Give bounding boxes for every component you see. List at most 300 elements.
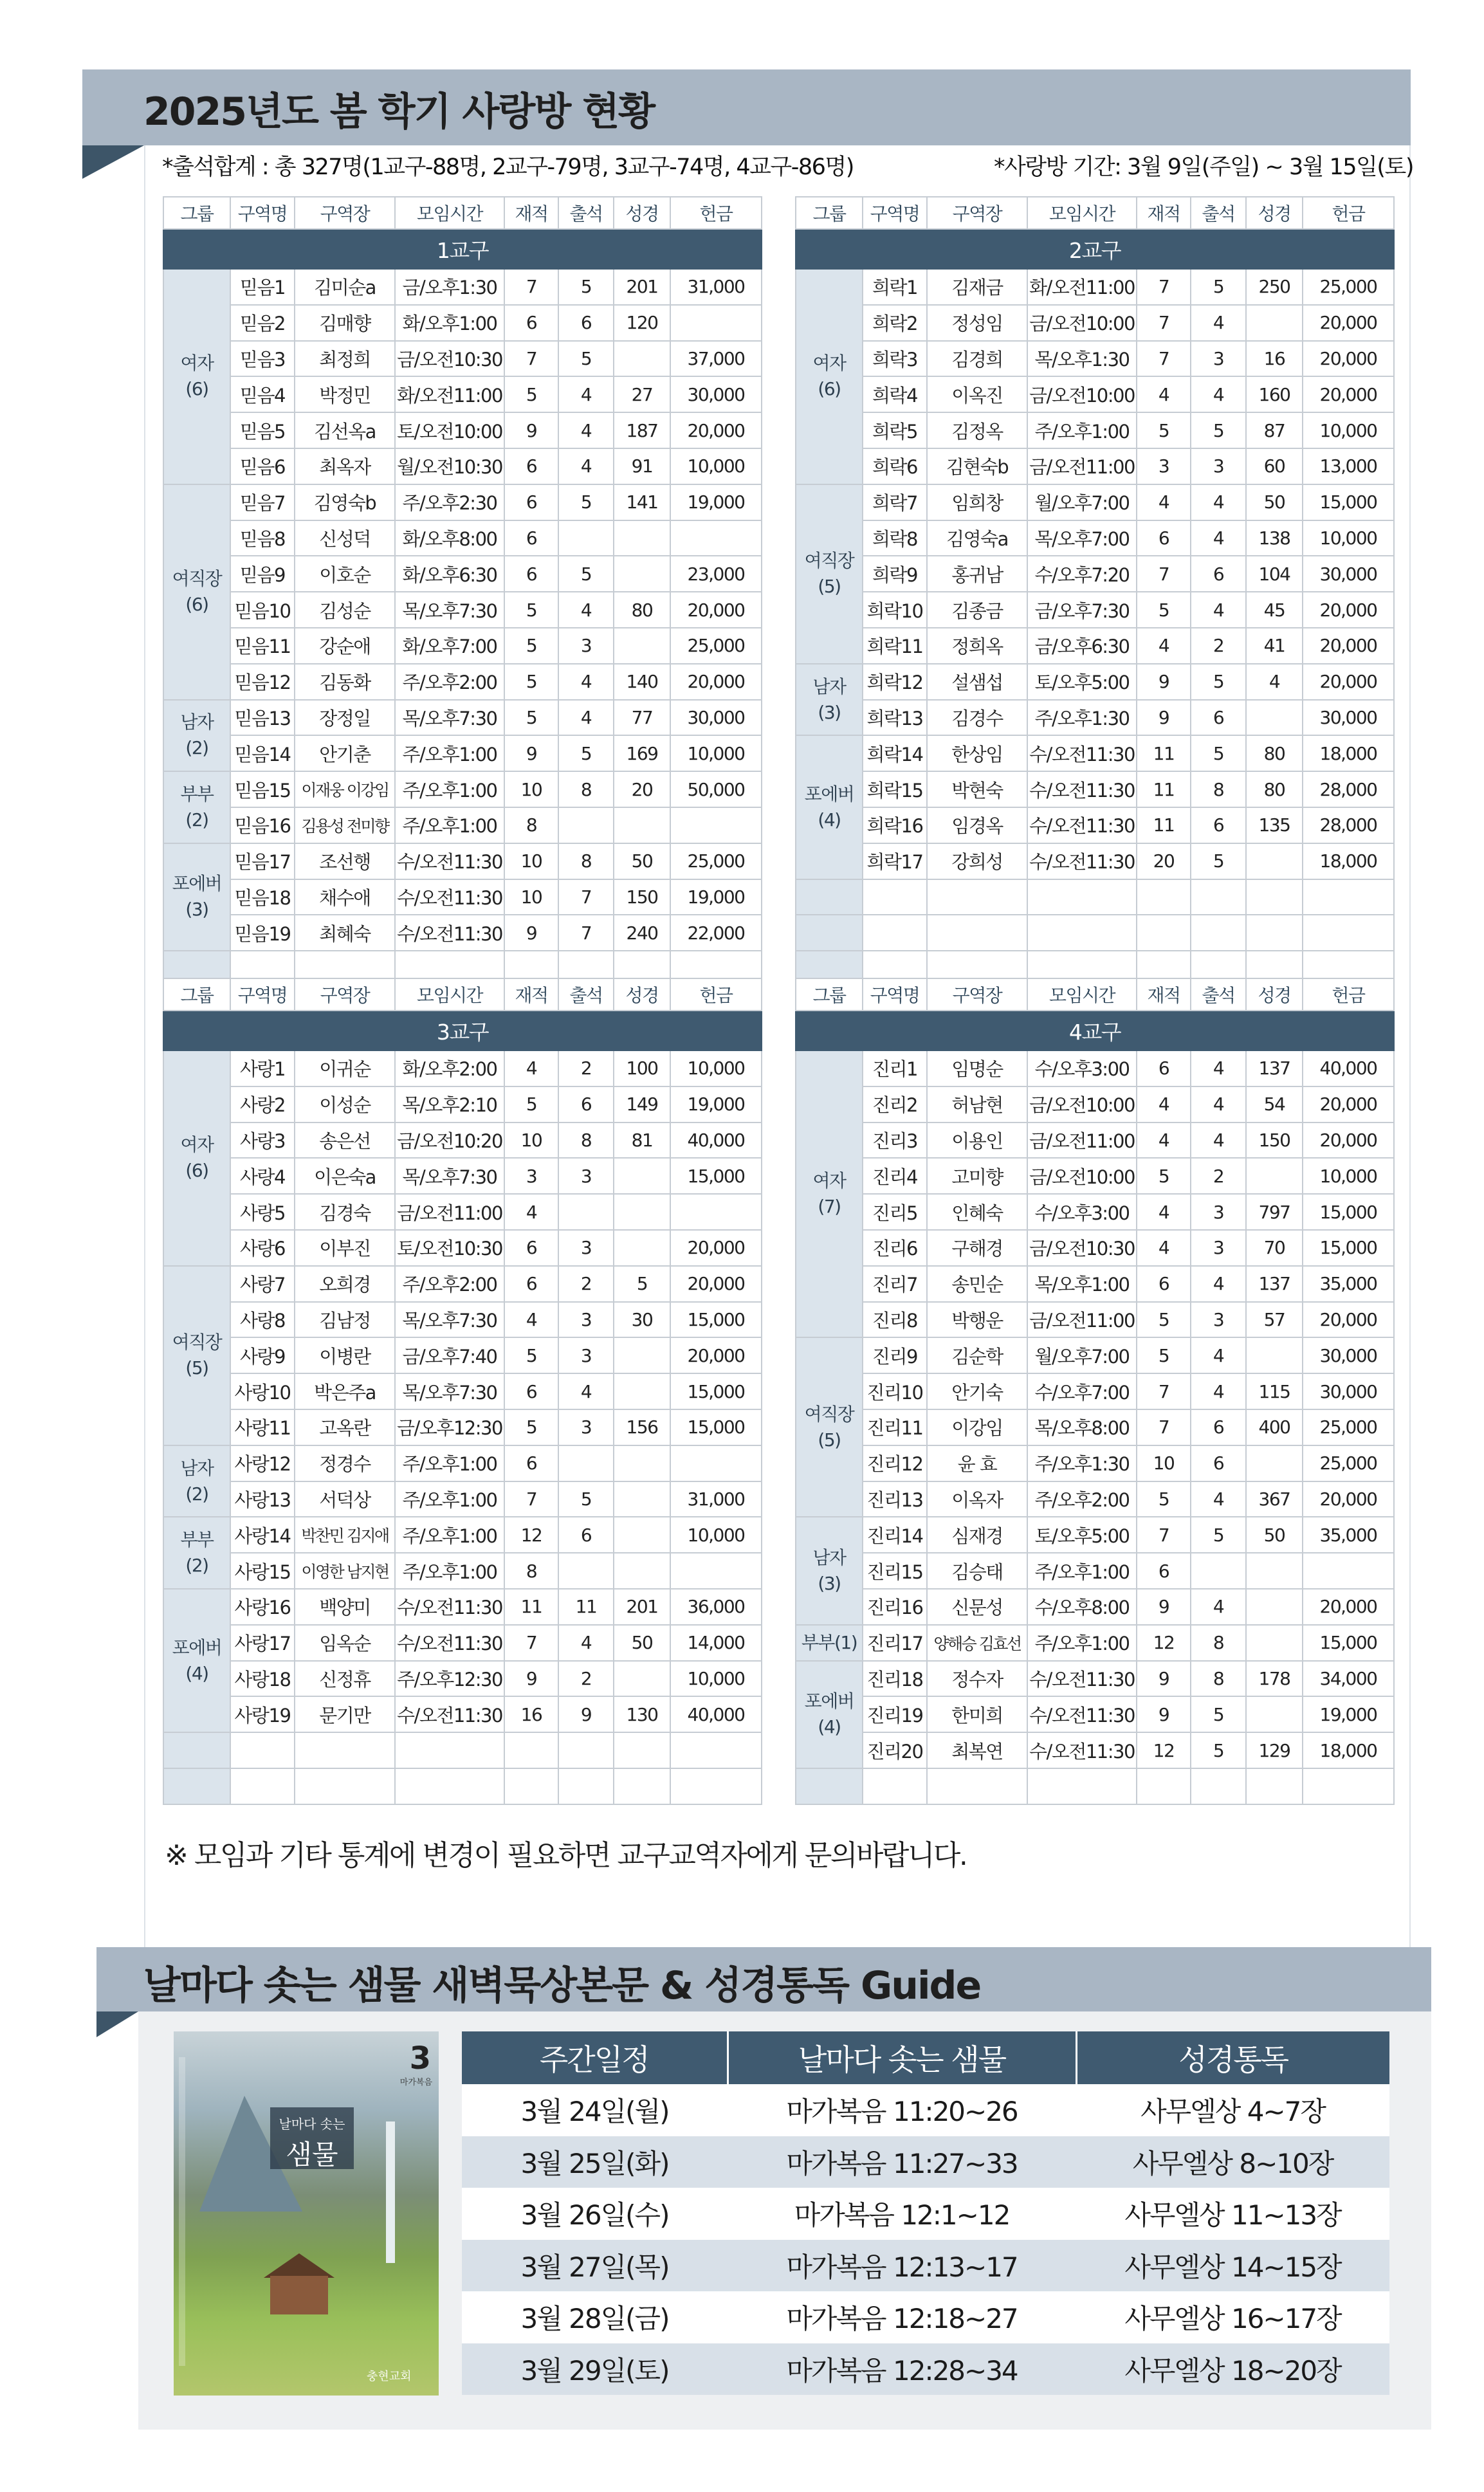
column-header: 그룹: [796, 197, 863, 229]
offering-amount: 15,000: [1303, 1625, 1394, 1661]
table-row: [796, 807, 1394, 843]
bible-count: 5: [614, 1266, 670, 1302]
offering-amount: 30,000: [1303, 1373, 1394, 1409]
offering-amount: 28,000: [1303, 807, 1394, 843]
table-row: [163, 771, 762, 807]
area-name: 믿음6: [230, 448, 295, 484]
area-name: 진리14: [863, 1517, 927, 1553]
table-row: [796, 1194, 1394, 1230]
attendance-count: 5: [558, 341, 614, 377]
attendance-count: 5: [1191, 1732, 1246, 1768]
leader-name: 조선행: [295, 843, 395, 879]
table-row: [163, 1517, 762, 1553]
enrolled-count: 9: [1137, 664, 1191, 700]
meeting-time: 화/오후8:00: [395, 520, 504, 556]
enrolled-count: 6: [504, 1445, 558, 1481]
area-name: 사랑6: [230, 1230, 295, 1266]
table-row: [163, 664, 762, 700]
table-row: [163, 305, 762, 341]
attendance-count: [558, 1553, 614, 1589]
devotional-passage: 마가복음 11:27~33: [728, 2136, 1076, 2188]
area-name: 진리12: [863, 1445, 927, 1481]
attendance-count: 3: [558, 628, 614, 664]
meeting-time: 수/오전11:30: [1027, 1732, 1137, 1768]
table-row: [796, 735, 1394, 771]
table-row: [796, 1086, 1394, 1122]
attendance-count: 5: [1191, 664, 1246, 700]
offering-amount: 40,000: [670, 1122, 762, 1159]
leader-name: 최혜숙: [295, 915, 395, 951]
meeting-time: 수/오전11:30: [395, 1696, 504, 1732]
area-name: 믿음9: [230, 556, 295, 592]
bible-count: [614, 628, 670, 664]
meeting-time: 금/오후1:30: [395, 269, 504, 305]
table-row: [796, 448, 1394, 484]
area-name: 사랑19: [230, 1696, 295, 1732]
meeting-time: 수/오전11:30: [395, 1625, 504, 1661]
meeting-time: 금/오전11:00: [1027, 1302, 1137, 1338]
leader-name: 박은주a: [295, 1373, 395, 1409]
area-name: 사랑5: [230, 1194, 295, 1230]
area-name: 사랑7: [230, 1266, 295, 1302]
schedule-date: 3월 29일(토): [462, 2343, 728, 2396]
table-row: [163, 700, 762, 736]
bible-count: 41: [1246, 628, 1303, 664]
empty-cell: [1191, 879, 1246, 915]
enrolled-count: 4: [1137, 484, 1191, 520]
enrolled-count: 5: [504, 376, 558, 412]
table-row: [163, 628, 762, 664]
meeting-time: 수/오후3:00: [1027, 1050, 1137, 1086]
offering-amount: 25,000: [1303, 1409, 1394, 1445]
meeting-time: 금/오후12:30: [395, 1409, 504, 1445]
area-name: 진리11: [863, 1409, 927, 1445]
column-header: 구역명: [230, 197, 295, 229]
enrolled-count: 4: [1137, 1230, 1191, 1266]
attendance-count: 5: [558, 735, 614, 771]
table-row: [163, 1230, 762, 1266]
leader-name: 한미희: [927, 1696, 1027, 1732]
header-fold-decoration: [82, 145, 144, 179]
offering-amount: 15,000: [670, 1302, 762, 1338]
column-header: 출석: [1191, 197, 1246, 229]
meeting-time: 주/오후1:00: [395, 771, 504, 807]
leader-name: 이호순: [295, 556, 395, 592]
enrolled-count: 4: [1137, 1086, 1191, 1122]
leader-name: 임옥순: [295, 1625, 395, 1661]
enrolled-count: 5: [1137, 412, 1191, 448]
bible-count: 80: [1246, 735, 1303, 771]
table-row: [163, 1373, 762, 1409]
offering-amount: 18,000: [1303, 735, 1394, 771]
meeting-time: 수/오전11:30: [1027, 843, 1137, 879]
area-name: 사랑8: [230, 1302, 295, 1338]
leader-name: 양해승 김효선: [927, 1625, 1027, 1661]
meeting-time: 주/오후1:00: [395, 735, 504, 771]
area-name: 사랑2: [230, 1086, 295, 1122]
area-name: 진리4: [863, 1158, 927, 1194]
meeting-time: 금/오전10:30: [1027, 1230, 1137, 1266]
column-header: 그룹: [163, 978, 230, 1011]
offering-amount: 20,000: [670, 1337, 762, 1373]
table-row: [796, 771, 1394, 807]
attendance-count: 3: [1191, 1302, 1246, 1338]
leader-name: 임명순: [927, 1050, 1027, 1086]
area-name: 희락7: [863, 484, 927, 520]
table-row: [796, 1230, 1394, 1266]
empty-cell: [1191, 915, 1246, 951]
enrolled-count: 6: [504, 1373, 558, 1409]
meeting-time: 금/오전11:00: [1027, 1122, 1137, 1159]
enrolled-count: 12: [1137, 1732, 1191, 1768]
attendance-count: 4: [1191, 1589, 1246, 1625]
header-fold-decoration: [96, 2011, 138, 2037]
bible-count: [1246, 1445, 1303, 1481]
attendance-count: 3: [1191, 1230, 1246, 1266]
empty-cell: [1246, 915, 1303, 951]
attendance-count: 4: [1191, 1122, 1246, 1159]
section2-header: [96, 1947, 1431, 2011]
empty-cell: [1191, 1768, 1246, 1804]
area-name: 희락6: [863, 448, 927, 484]
meeting-time: 금/오전10:20: [395, 1122, 504, 1159]
table-row: [796, 1158, 1394, 1194]
empty-row: [163, 1768, 762, 1804]
column-header: 그룹: [796, 978, 863, 1011]
bible-count: [614, 1517, 670, 1553]
bible-count: 150: [1246, 1122, 1303, 1159]
enrolled-count: 7: [504, 1625, 558, 1661]
leader-name: 김승태: [927, 1553, 1027, 1589]
enrolled-count: 11: [1137, 735, 1191, 771]
bible-count: 81: [614, 1122, 670, 1159]
schedule-date: 3월 27일(목): [462, 2240, 728, 2292]
column-header-row: [796, 197, 1394, 229]
attendance-count: 8: [1191, 1661, 1246, 1697]
group-label: 여직장 (5): [796, 484, 863, 664]
column-header: 헌금: [670, 978, 762, 1011]
area-name: 믿음10: [230, 592, 295, 628]
leader-name: 박현숙: [927, 771, 1027, 807]
attendance-count: 4: [558, 1625, 614, 1661]
table-row: [163, 1158, 762, 1194]
leader-name: 안기춘: [295, 735, 395, 771]
district-name: 4교구: [796, 1011, 1394, 1050]
offering-amount: 18,000: [1303, 1732, 1394, 1768]
leader-name: 김현숙b: [927, 448, 1027, 484]
table-row: [796, 664, 1394, 700]
enrolled-count: 11: [1137, 771, 1191, 807]
column-header: 성경: [614, 197, 670, 229]
area-name: 희락16: [863, 807, 927, 843]
devotional-passage: 마가복음 12:1~12: [728, 2188, 1076, 2240]
attendance-count: 5: [1191, 735, 1246, 771]
attendance-count: 2: [558, 1661, 614, 1697]
enrolled-count: 7: [504, 341, 558, 377]
area-name: 믿음5: [230, 412, 295, 448]
leader-name: 최복연: [927, 1732, 1027, 1768]
bible-count: [1246, 1696, 1303, 1732]
guide-column-header: 주간일정: [462, 2031, 728, 2084]
attendance-count: 2: [1191, 628, 1246, 664]
meeting-time: 금/오전10:00: [1027, 305, 1137, 341]
enrolled-count: 5: [504, 664, 558, 700]
attendance-count: 6: [558, 305, 614, 341]
leader-name: 인혜숙: [927, 1194, 1027, 1230]
offering-amount: [1303, 1553, 1394, 1589]
guide-row: [462, 2084, 1389, 2136]
bible-reading: 사무엘상 11~13장: [1076, 2188, 1389, 2240]
area-name: 사랑1: [230, 1050, 295, 1086]
empty-cell: [230, 1768, 295, 1804]
enrolled-count: 6: [1137, 1050, 1191, 1086]
area-name: 희락5: [863, 412, 927, 448]
area-name: 사랑17: [230, 1625, 295, 1661]
empty-cell: [395, 1768, 504, 1804]
offering-amount: 18,000: [1303, 843, 1394, 879]
section1-title: 2025년도 봄 학기 사랑방 현황: [143, 89, 655, 134]
enrolled-count: 5: [1137, 1302, 1191, 1338]
area-name: 진리19: [863, 1696, 927, 1732]
empty-cell: [1137, 915, 1191, 951]
enrolled-count: 6: [1137, 520, 1191, 556]
enrolled-count: 6: [504, 484, 558, 520]
offering-amount: 13,000: [1303, 448, 1394, 484]
meeting-time: 목/오후8:00: [1027, 1409, 1137, 1445]
table-row: [163, 735, 762, 771]
offering-amount: [670, 305, 762, 341]
empty-cell: [395, 1732, 504, 1768]
column-header: 헌금: [670, 197, 762, 229]
attendance-count: 4: [1191, 1337, 1246, 1373]
bible-count: [1246, 305, 1303, 341]
attendance-count: 8: [558, 771, 614, 807]
area-name: 믿음13: [230, 700, 295, 736]
empty-cell: [230, 1732, 295, 1768]
leader-name: 홍귀남: [927, 556, 1027, 592]
enrolled-count: 7: [1137, 341, 1191, 377]
area-name: 사랑12: [230, 1445, 295, 1481]
meeting-time: 수/오후7:00: [1027, 1373, 1137, 1409]
offering-amount: 25,000: [670, 628, 762, 664]
bible-count: [1246, 1625, 1303, 1661]
district-table-4: [795, 978, 1395, 1805]
bible-count: [614, 807, 670, 843]
table-row: [796, 1050, 1394, 1086]
bible-count: [614, 1194, 670, 1230]
leader-name: 김경희: [927, 341, 1027, 377]
enrolled-count: 9: [504, 735, 558, 771]
empty-cell: [1027, 915, 1137, 951]
meeting-time: 수/오전11:30: [1027, 807, 1137, 843]
attendance-count: 5: [1191, 269, 1246, 305]
enrolled-count: 6: [504, 520, 558, 556]
empty-cell: [927, 879, 1027, 915]
empty-cell: [1137, 879, 1191, 915]
area-name: 사랑15: [230, 1553, 295, 1589]
area-name: 희락2: [863, 305, 927, 341]
district-name: 3교구: [163, 1011, 762, 1050]
offering-amount: 19,000: [670, 484, 762, 520]
meeting-time: 토/오후5:00: [1027, 1517, 1137, 1553]
meeting-time: 주/오후1:00: [1027, 1553, 1137, 1589]
meeting-time: 목/오후7:30: [395, 592, 504, 628]
attendance-count: 3: [1191, 448, 1246, 484]
leader-name: 장정일: [295, 700, 395, 736]
leader-name: 이성순: [295, 1086, 395, 1122]
attendance-count: 4: [1191, 1086, 1246, 1122]
empty-cell: [1303, 1768, 1394, 1804]
bible-count: 201: [614, 269, 670, 305]
bible-count: 27: [614, 376, 670, 412]
meeting-time: 주/오후1:00: [1027, 412, 1137, 448]
attendance-count: 3: [558, 1230, 614, 1266]
table-row: [163, 915, 762, 951]
table-row: [163, 1553, 762, 1589]
area-name: 사랑3: [230, 1122, 295, 1159]
leader-name: 정경수: [295, 1445, 395, 1481]
empty-cell: [1246, 1768, 1303, 1804]
column-header: 모임시간: [1027, 197, 1137, 229]
bible-count: 240: [614, 915, 670, 951]
enrolled-count: 7: [1137, 556, 1191, 592]
offering-amount: 19,000: [670, 1086, 762, 1122]
offering-amount: 15,000: [1303, 1194, 1394, 1230]
meeting-time: 목/오후7:30: [395, 1302, 504, 1338]
meeting-time: 월/오후7:00: [1027, 484, 1137, 520]
table-row: [796, 556, 1394, 592]
area-name: 믿음19: [230, 915, 295, 951]
offering-amount: 30,000: [1303, 1337, 1394, 1373]
table-row: [163, 448, 762, 484]
offering-amount: 31,000: [670, 269, 762, 305]
offering-amount: 25,000: [670, 843, 762, 879]
offering-amount: 19,000: [1303, 1696, 1394, 1732]
attendance-count: 5: [1191, 1517, 1246, 1553]
empty-cell: [558, 1768, 614, 1804]
column-header: 성경: [614, 978, 670, 1011]
enrolled-count: 3: [1137, 448, 1191, 484]
offering-amount: 40,000: [1303, 1050, 1394, 1086]
waterfall-graphic: [386, 2121, 395, 2263]
enrolled-count: 9: [504, 412, 558, 448]
attendance-count: 6: [1191, 1409, 1246, 1445]
area-name: 진리1: [863, 1050, 927, 1086]
leader-name: 김정옥: [927, 412, 1027, 448]
group-label: 여직장 (5): [163, 1266, 230, 1445]
offering-amount: 10,000: [670, 1661, 762, 1697]
empty-row: [796, 879, 1394, 915]
leader-name: 김선옥a: [295, 412, 395, 448]
empty-cell: [670, 1732, 762, 1768]
offering-amount: 31,000: [670, 1481, 762, 1517]
leader-name: 이옥자: [927, 1481, 1027, 1517]
empty-cell: [927, 1768, 1027, 1804]
group-label: 포에버 (4): [796, 1661, 863, 1768]
area-name: 믿음11: [230, 628, 295, 664]
bible-count: 104: [1246, 556, 1303, 592]
area-name: 희락4: [863, 376, 927, 412]
attendance-count: 6: [558, 1086, 614, 1122]
table-row: [796, 484, 1394, 520]
attendance-summary: *출석합계 : 총 327명(1교구-88명, 2교구-79명, 3교구-74명, 4교구-86명): [162, 154, 854, 180]
table-row: [796, 1625, 1394, 1661]
leader-name: 김매향: [295, 305, 395, 341]
schedule-date: 3월 24일(월): [462, 2084, 728, 2136]
enrolled-count: 9: [504, 1661, 558, 1697]
area-name: 사랑9: [230, 1337, 295, 1373]
offering-amount: 35,000: [1303, 1517, 1394, 1553]
enrolled-count: 10: [504, 843, 558, 879]
area-name: 희락3: [863, 341, 927, 377]
meeting-time: 금/오전10:30: [395, 341, 504, 377]
offering-amount: 10,000: [670, 1517, 762, 1553]
cover-title-big: 샘물: [286, 2139, 338, 2170]
empty-cell: [163, 1732, 230, 1768]
meeting-time: 수/오후8:00: [1027, 1589, 1137, 1625]
enrolled-count: 10: [504, 1122, 558, 1159]
meeting-time: 주/오후1:00: [395, 1517, 504, 1553]
leader-name: 고미향: [927, 1158, 1027, 1194]
leader-name: 임희창: [927, 484, 1027, 520]
leader-name: 안기숙: [927, 1373, 1027, 1409]
empty-cell: [295, 1768, 395, 1804]
empty-cell: [863, 1768, 927, 1804]
table-row: [163, 484, 762, 520]
empty-cell: [1246, 879, 1303, 915]
meeting-time: 금/오전10:00: [1027, 1086, 1137, 1122]
bible-count: [1246, 1589, 1303, 1625]
table-row: [163, 556, 762, 592]
leader-name: 송은선: [295, 1122, 395, 1159]
column-header: 모임시간: [395, 197, 504, 229]
offering-amount: 25,000: [1303, 269, 1394, 305]
table-row: [163, 412, 762, 448]
empty-cell: [796, 879, 863, 915]
schedule-date: 3월 28일(금): [462, 2291, 728, 2343]
bible-count: 70: [1246, 1230, 1303, 1266]
attendance-count: [558, 807, 614, 843]
table-row: [163, 807, 762, 843]
leader-name: 김미순a: [295, 269, 395, 305]
table-row: [163, 843, 762, 879]
cover-issue-number: 3: [409, 2040, 431, 2076]
area-name: 진리5: [863, 1194, 927, 1230]
empty-cell: [1027, 1768, 1137, 1804]
offering-amount: 40,000: [670, 1696, 762, 1732]
meeting-time: 목/오후2:10: [395, 1086, 504, 1122]
offering-amount: 19,000: [670, 879, 762, 915]
attendance-count: 5: [1191, 843, 1246, 879]
enrolled-count: 4: [1137, 1194, 1191, 1230]
meeting-time: 주/오후1:00: [395, 1481, 504, 1517]
enrolled-count: 6: [1137, 1553, 1191, 1589]
bible-count: 80: [614, 592, 670, 628]
leader-name: 김동화: [295, 664, 395, 700]
attendance-count: 4: [558, 700, 614, 736]
table-row: [796, 1517, 1394, 1553]
district-name: 1교구: [163, 229, 762, 269]
bible-count: [614, 1481, 670, 1517]
empty-cell: [163, 1768, 230, 1804]
table-row: [163, 376, 762, 412]
area-name: 믿음8: [230, 520, 295, 556]
attendance-count: 4: [1191, 592, 1246, 628]
enrolled-count: 12: [1137, 1625, 1191, 1661]
attendance-count: 5: [558, 484, 614, 520]
leader-name: 정수자: [927, 1661, 1027, 1697]
table-row: [163, 1302, 762, 1338]
